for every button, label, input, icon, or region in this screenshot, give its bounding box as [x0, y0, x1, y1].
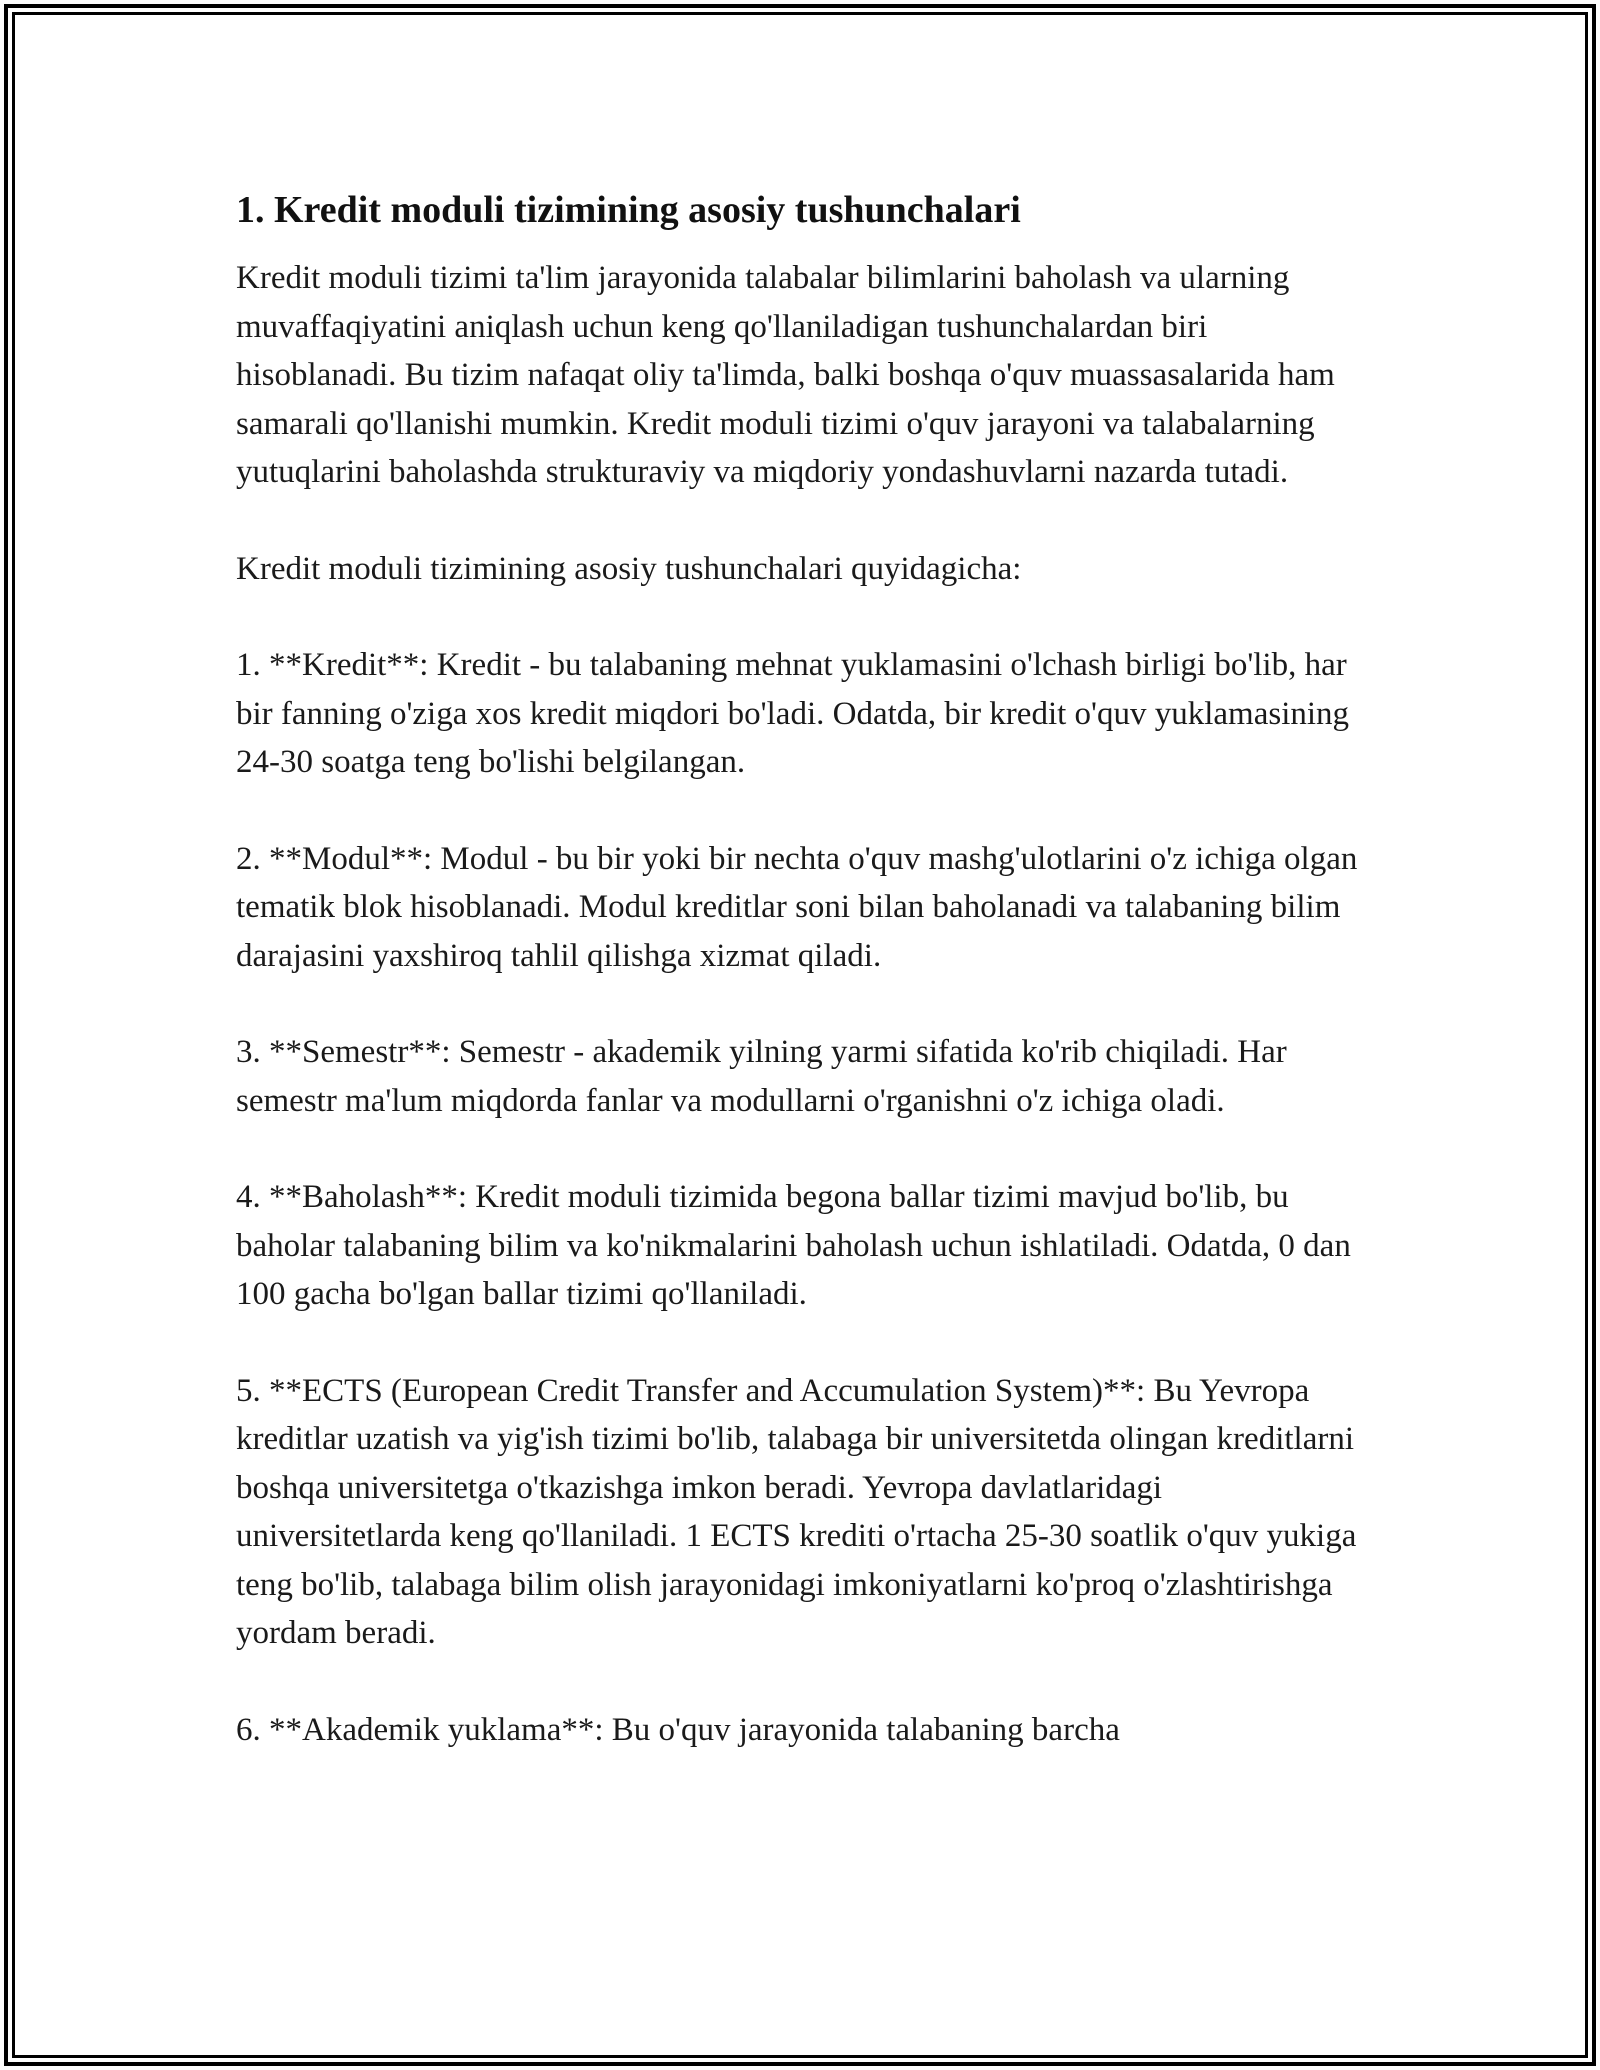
document-body	[236, 186, 1366, 1754]
list-intro-paragraph: Kredit moduli tizimining asosiy tushunchalari quyidagicha:	[236, 550, 1022, 587]
list-item-ects: 5. **ECTS (European Credit Transfer and Accumulation System)**: Bu Yevropa kreditlar uzatish va yig'ish tizimi bo'lib, talabaga bir universitetda olingan kreditlarni boshqa universitetga o'tkazishga imkon beradi. Yevropa davlatlaridagi universitetlarda keng qo'llaniladi. 1 ECTS krediti o'rtacha 25-30 soatlik o'quv yukiga teng bo'lib, talabaga bilim olish jarayonidagi imkoniyatlarni ko'proq o'zlashtirishga yordam beradi.	[236, 1372, 1357, 1651]
list-item-kredit: 1. **Kredit**: Kredit - bu talabaning mehnat yuklamasini o'lchash birligi bo'lib, har bir fanning o'ziga xos kredit miqdori bo'ladi. Odatda, bir kredit o'quv yuklamasining 24-30 soatga teng bo'lishi belgilangan.	[236, 647, 1350, 780]
section-heading: 1. Kredit moduli tizimining asosiy tushunchalari	[236, 189, 1021, 231]
intro-paragraph: Kredit moduli tizimi ta'lim jarayonida talabalar bilimlarini baholash va ularning muvaffaqiyatini aniqlash uchun keng qo'llaniladigan tushunchalardan biri hisoblanadi. Bu tizim nafaqat oliy ta'limda, balki boshqa o'quv muassasalarida ham samarali qo'llanishi mumkin. Kredit moduli tizimi o'quv jarayoni va talabalarning yutuqlarini baholashda strukturaviy va miqdoriy yondashuvlarni nazarda tutadi.	[236, 260, 1335, 490]
list-item-modul: 2. **Modul**: Modul - bu bir yoki bir nechta o'quv mashg'ulotlarini o'z ichiga olgan tematik blok hisoblanadi. Modul kreditlar soni bilan baholanadi va talabaning bilim darajasini yaxshiroq tahlil qilishga xizmat qiladi.	[236, 840, 1358, 974]
list-item-akademik-yuklama: 6. **Akademik yuklama**: Bu o'quv jarayonida talabaning barcha	[236, 1711, 1120, 1748]
list-item-semestr: 3. **Semestr**: Semestr - akademik yilning yarmi sifatida ko'rib chiqiladi. Har semestr ma'lum miqdorda fanlar va modullarni o'rganishni o'z ichiga oladi.	[236, 1034, 1287, 1119]
list-item-baholash: 4. **Baholash**: Kredit moduli tizimida begona ballar tizimi mavjud bo'lib, bu baholar talabaning bilim va ko'nikmalarini baholash uchun ishlatiladi. Odatda, 0 dan 100 gacha bo'lgan ballar tizimi qo'llaniladi.	[236, 1179, 1351, 1312]
